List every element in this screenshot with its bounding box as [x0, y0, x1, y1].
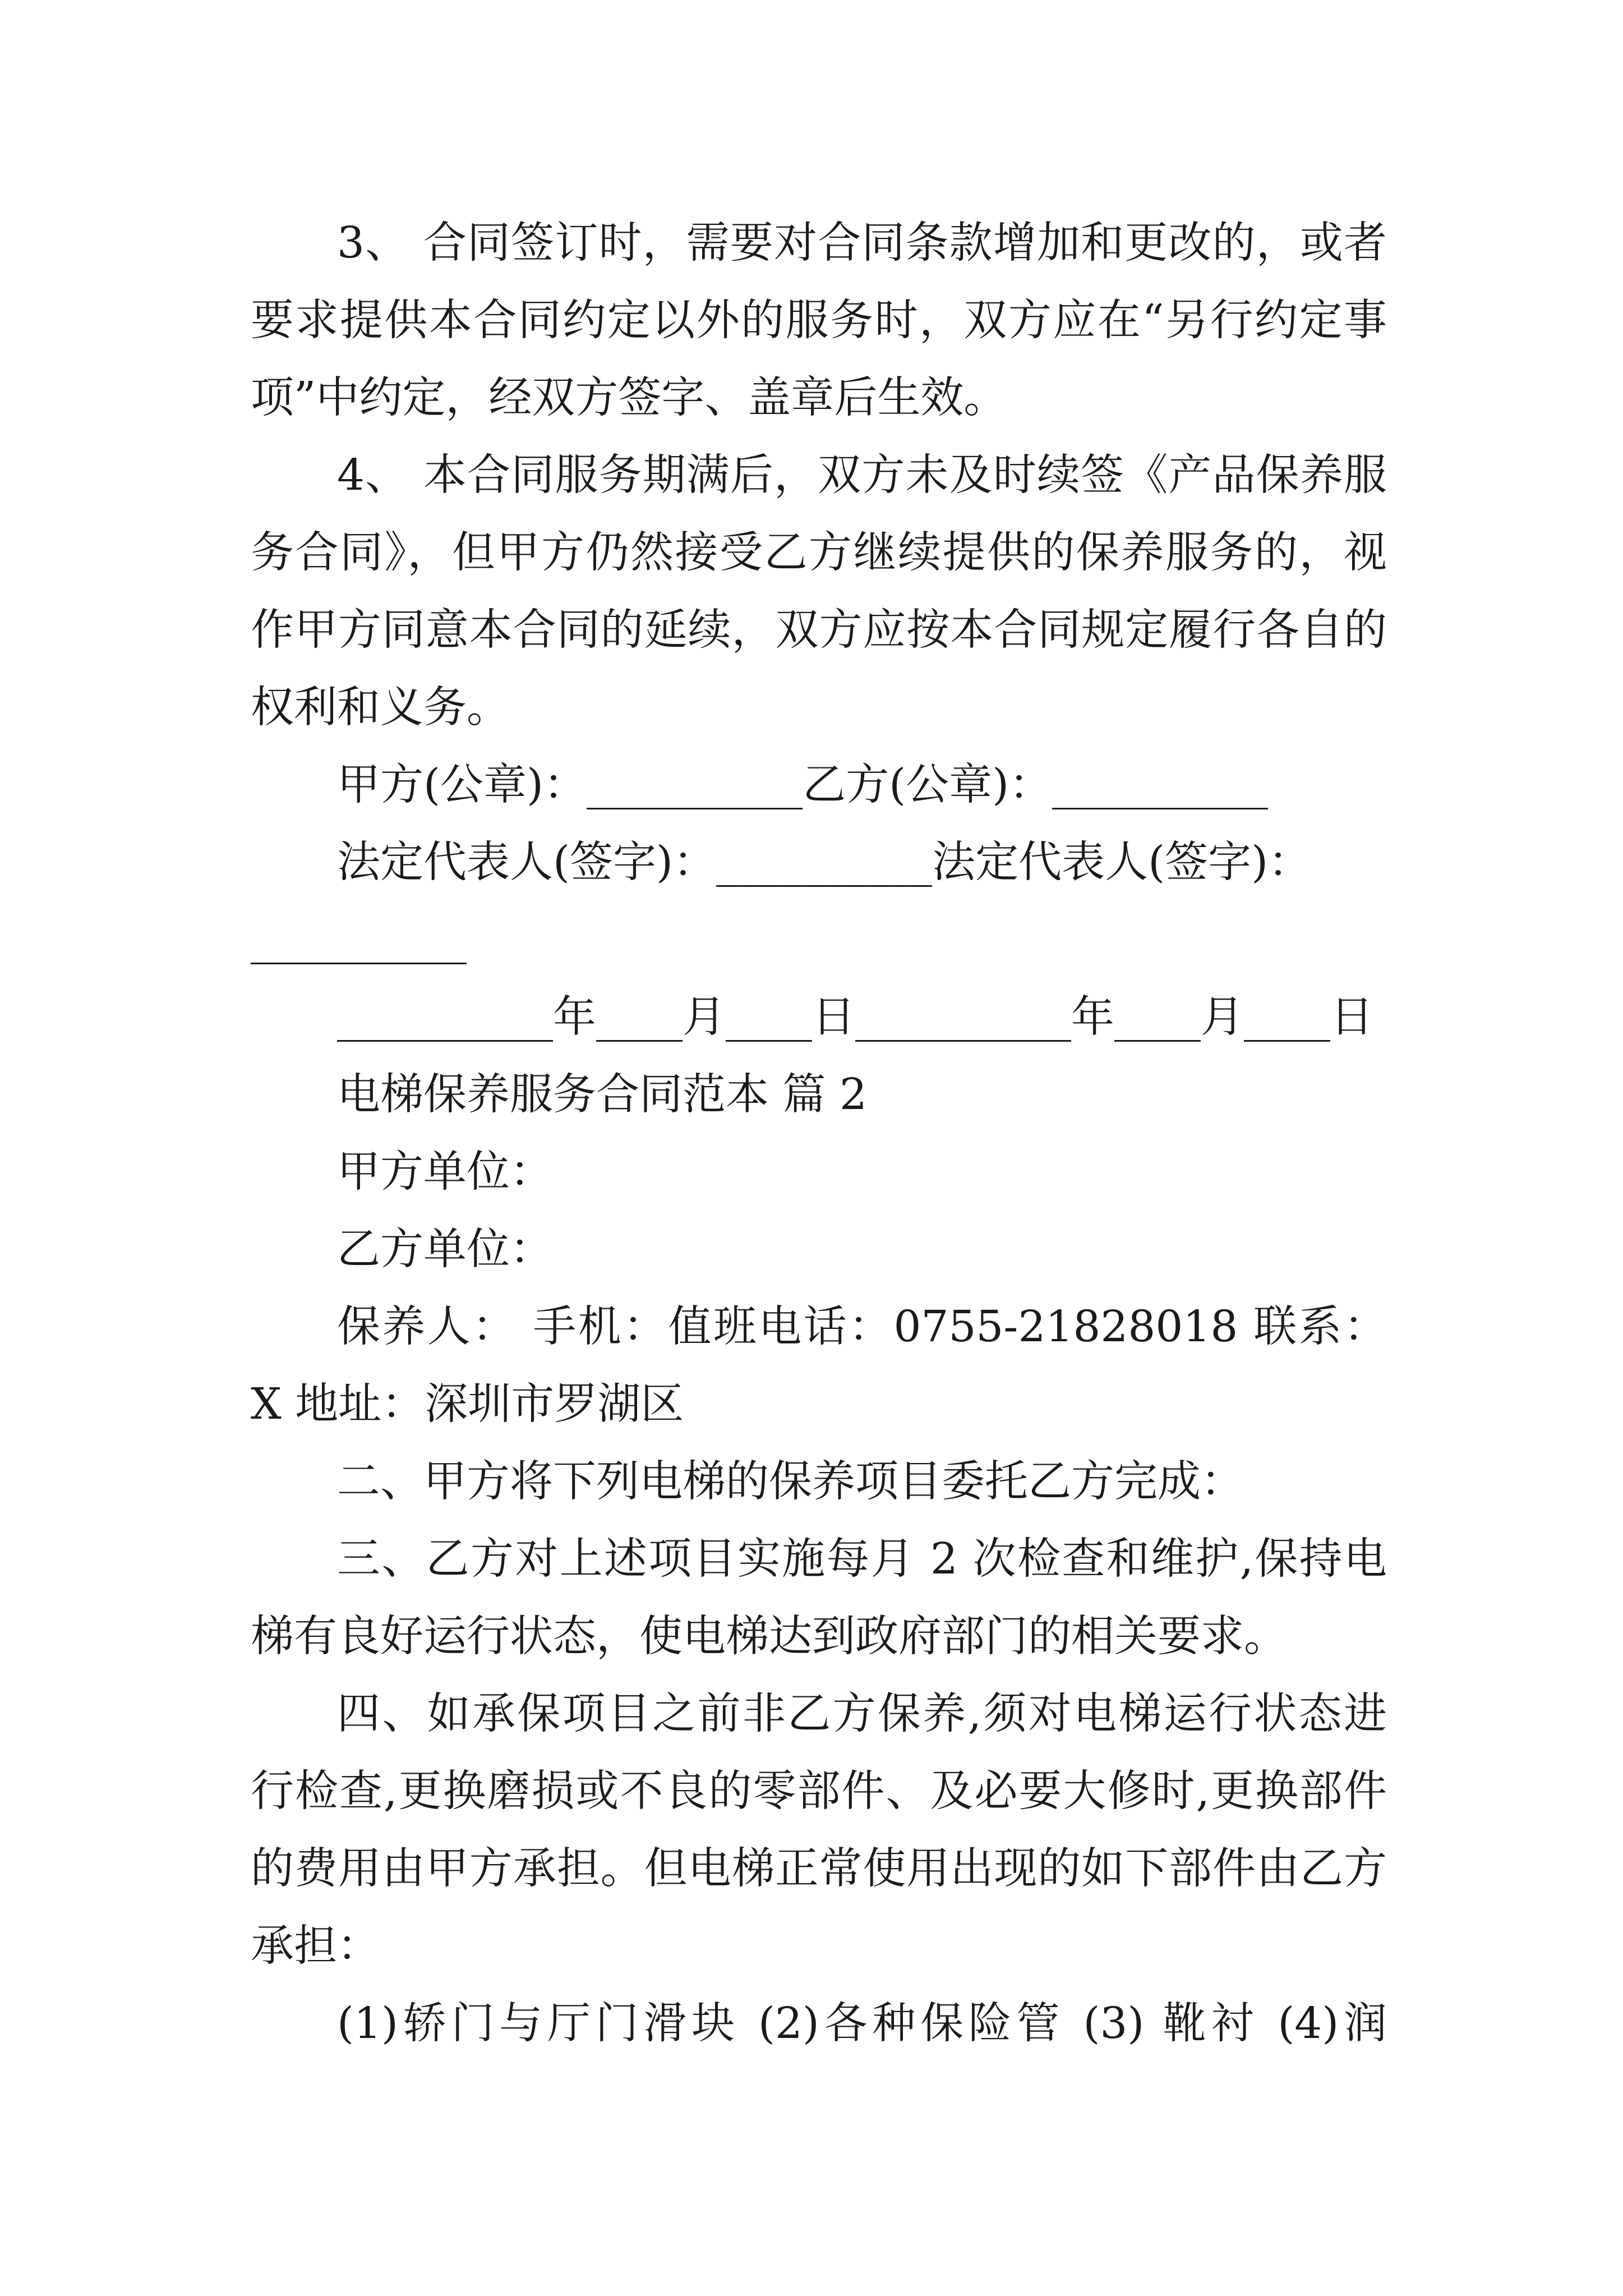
item-3-line-2: 梯有良好运行状态，使电梯达到政府部门的相关要求。 — [251, 1612, 1287, 1662]
clause-3-line-3: 项”中约定，经双方签字、盖章后生效。 — [251, 373, 1007, 423]
item-2: 二、甲方将下列电梯的保养项目委托乙方完成： — [337, 1457, 1244, 1507]
item-4-line-4: 承担： — [251, 1921, 380, 1971]
clause-3-line-2: 要求提供本合同约定以外的服务时，双方应在“另行约定事 — [251, 296, 1387, 346]
representative-signature-line: 法定代表人(签字)：__________法定代表人(签字)： — [337, 838, 1312, 887]
document-page — [251, 205, 1387, 2063]
clause-4-line-2: 务合同》，但甲方仍然接受乙方继续提供的保养服务的，视 — [251, 528, 1387, 578]
clause-4-line-4: 权利和义务。 — [251, 683, 510, 733]
seal-signature-line: 甲方(公章)：__________乙方(公章)：__________ — [337, 760, 1269, 810]
item-4-line-3: 的费用由甲方承担。但电梯正常使用出现的如下部件由乙方 — [251, 1844, 1387, 1894]
representative-signature-blank: __________ — [251, 915, 467, 965]
contact-line-2: X 地址：深圳市罗湖区 — [251, 1379, 684, 1429]
signature-date-line: __________年____月____日__________年____月____日 — [337, 992, 1373, 1042]
item-4-line-1: 四、如承保项目之前非乙方保养,须对电梯运行状态进 — [337, 1689, 1387, 1739]
clause-4-line-1: 4、 本合同服务期满后，双方未及时续签《产品保养服 — [337, 450, 1387, 500]
parts-list-line: (1)轿门与厅门滑块 (2)各种保险管 (3) 靴衬 (4)润 — [337, 1999, 1387, 2049]
clause-3-line-1: 3、 合同签订时，需要对合同条款增加和更改的，或者 — [337, 218, 1387, 268]
clause-4-line-3: 作甲方同意本合同的延续，双方应按本合同规定履行各自的 — [251, 605, 1387, 655]
contact-line-1: 保养人： 手机：值班电话：0755-21828018 联系： — [337, 1302, 1387, 1352]
item-3-line-1: 三、乙方对上述项目实施每月 2 次检查和维护,保持电 — [337, 1534, 1387, 1584]
party-b-unit: 乙方单位： — [337, 1225, 553, 1274]
item-4-line-2: 行检查,更换磨损或不良的零部件、及必要大修时,更换部件 — [251, 1766, 1387, 1816]
party-a-unit: 甲方单位： — [337, 1147, 553, 1197]
section-2-heading: 电梯保养服务合同范本 篇 2 — [337, 1070, 867, 1120]
